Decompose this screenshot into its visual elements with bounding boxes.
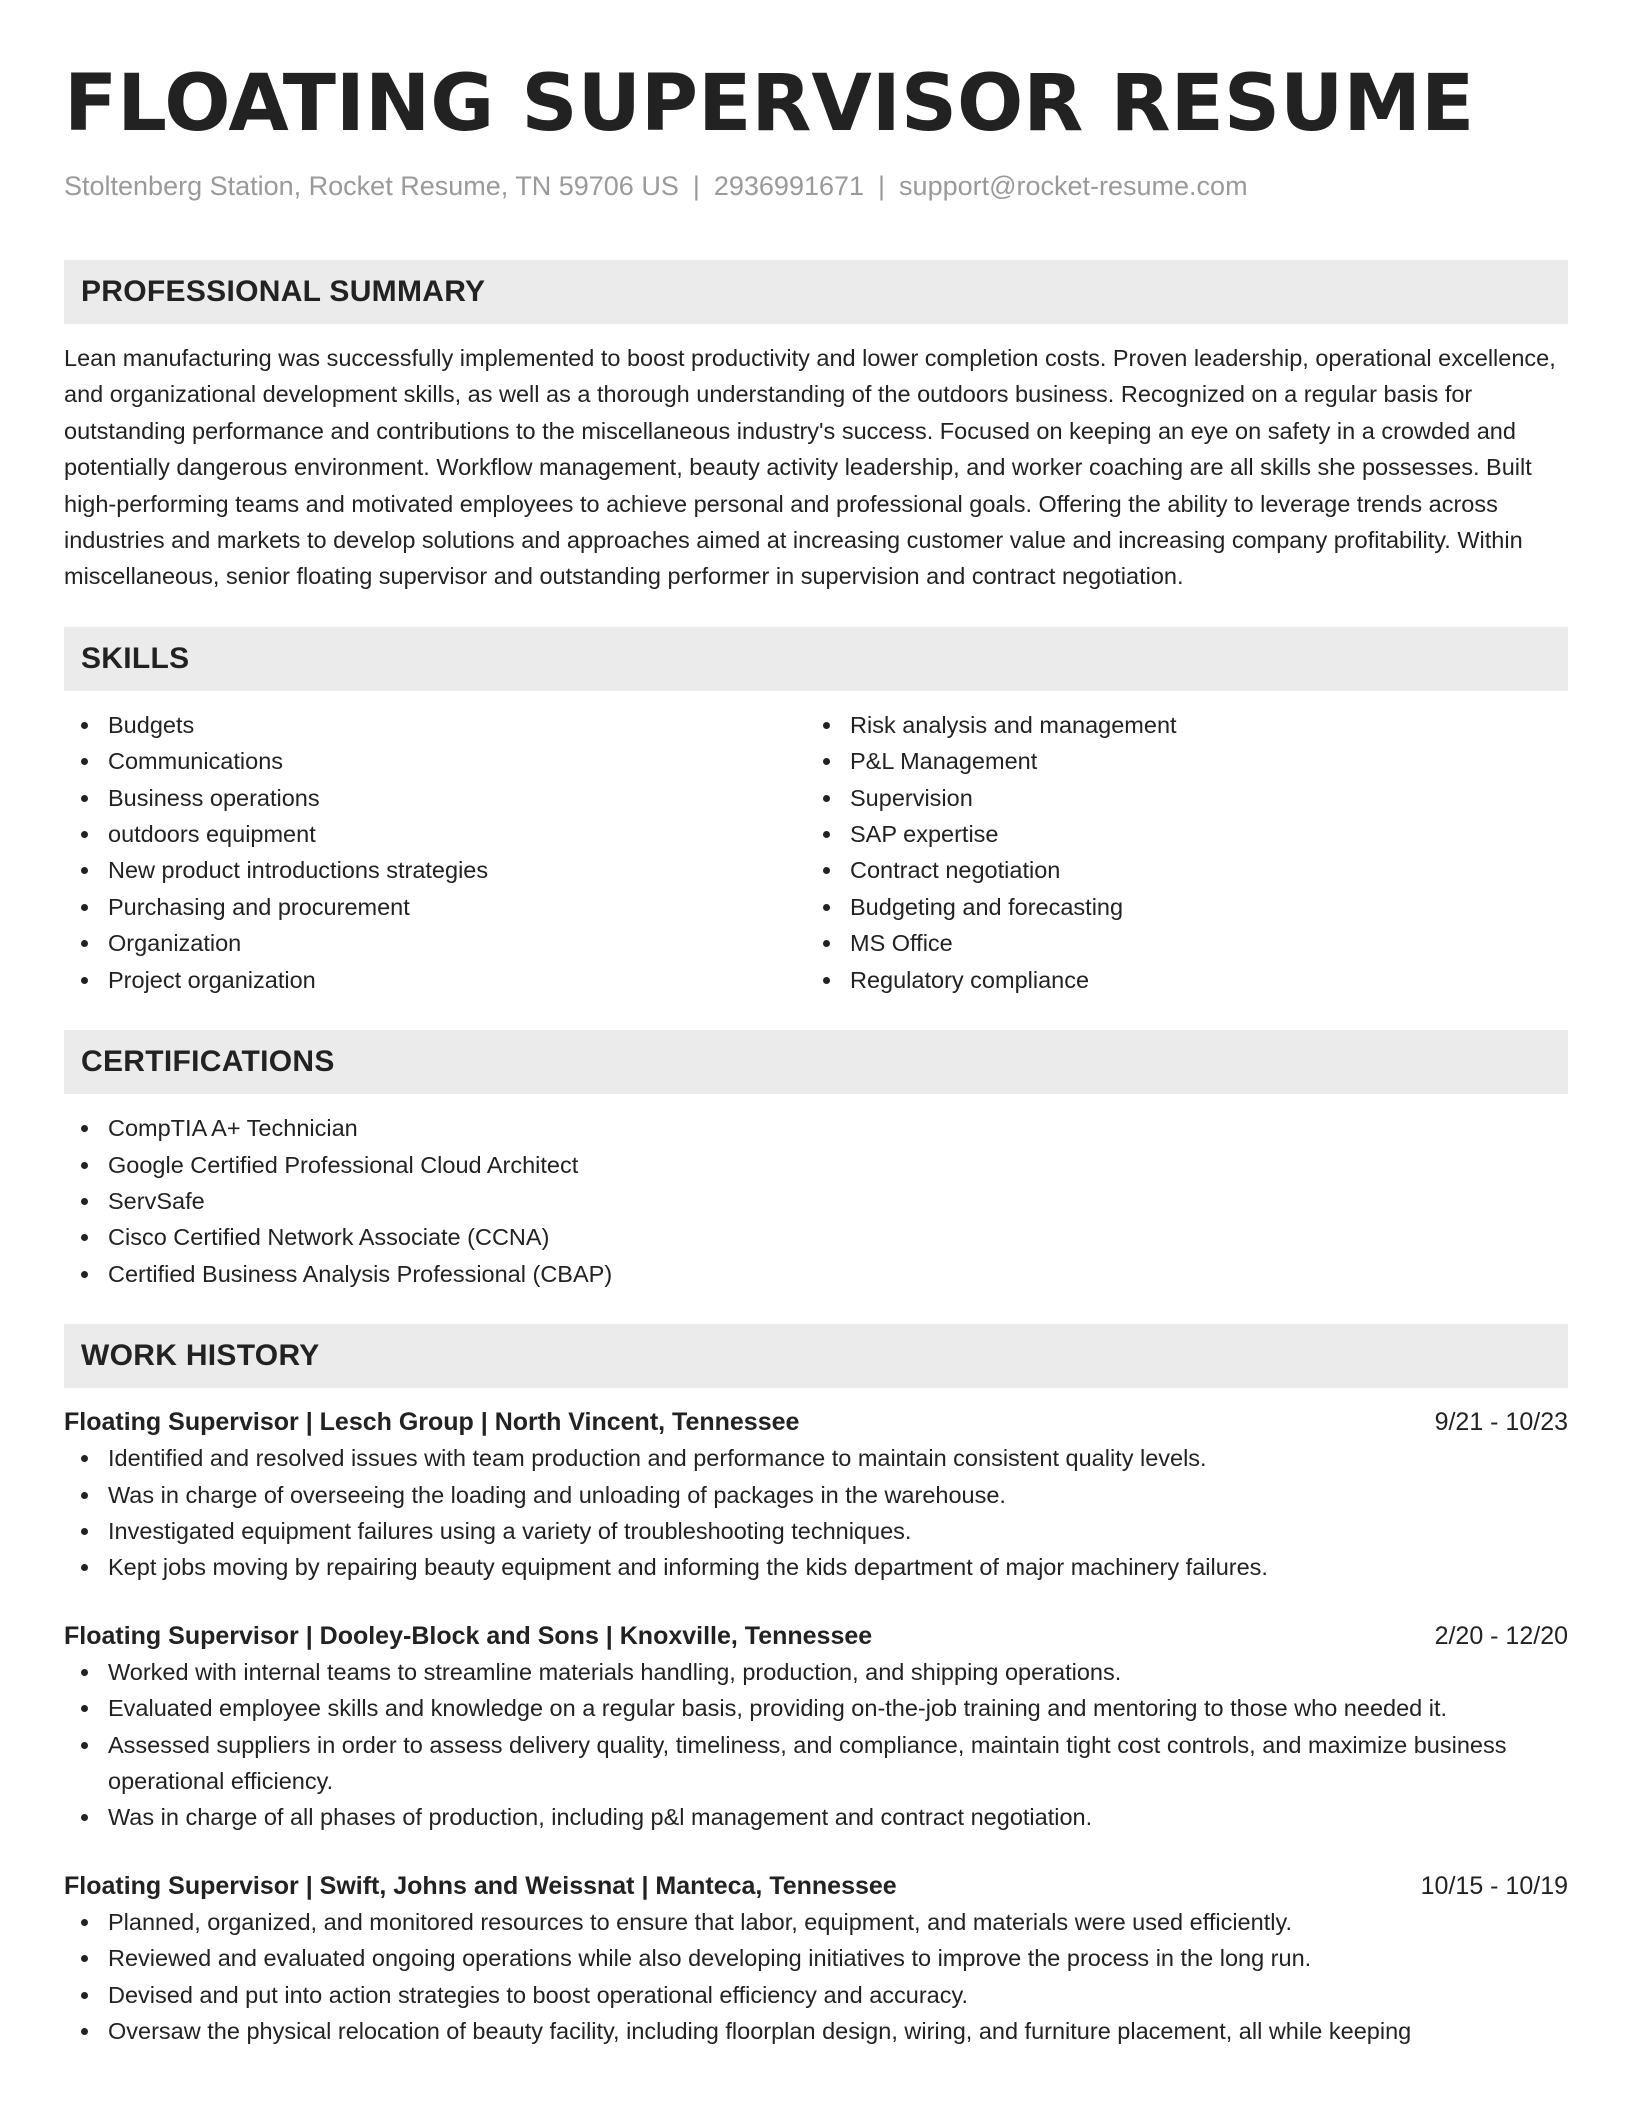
skill-item: New product introductions strategies xyxy=(64,852,806,888)
skill-item: Budgets xyxy=(64,707,806,743)
job-bullets xyxy=(64,1904,1568,2050)
resume-page xyxy=(64,56,1568,2049)
job-bullet: Worked with internal teams to streamline materials handling, production, and shipping operations. xyxy=(64,1654,1568,1690)
skills-list-left xyxy=(64,707,806,998)
skill-item: Business operations xyxy=(64,780,806,816)
skill-item: Regulatory compliance xyxy=(806,962,1548,998)
job-bullet: Investigated equipment failures using a variety of troubleshooting techniques. xyxy=(64,1513,1568,1549)
skill-item: Contract negotiation xyxy=(806,852,1548,888)
contact-phone: 2936991671 xyxy=(713,171,865,201)
job-bullet: Identified and resolved issues with team production and performance to maintain consistent quality levels. xyxy=(64,1440,1568,1476)
job-bullet: Devised and put into action strategies to boost operational efficiency and accuracy. xyxy=(64,1977,1568,2013)
certification-item: Certified Business Analysis Professional (CBAP) xyxy=(64,1256,1568,1292)
job-bullet: Kept jobs moving by repairing beauty equipment and informing the kids department of major machinery failures. xyxy=(64,1549,1568,1585)
job-bullet: Was in charge of all phases of production, including p&l management and contract negotiation. xyxy=(64,1799,1568,1835)
section-header-work-history: WORK HISTORY xyxy=(64,1324,1568,1388)
skill-item: Organization xyxy=(64,925,806,961)
job-bullet: Evaluated employee skills and knowledge on a regular basis, providing on-the-job training and mentoring to those who needed it. xyxy=(64,1690,1568,1726)
job-bullets xyxy=(64,1440,1568,1586)
job-entry xyxy=(64,1618,1568,1836)
job-header xyxy=(64,1404,1568,1440)
skill-item: Risk analysis and management xyxy=(806,707,1548,743)
certifications-list xyxy=(64,1110,1568,1292)
job-bullets xyxy=(64,1654,1568,1836)
job-title: Floating Supervisor | Lesch Group | North Vincent, Tennessee xyxy=(64,1408,800,1437)
job-title: Floating Supervisor | Swift, Johns and Weissnat | Manteca, Tennessee xyxy=(64,1871,897,1900)
job-header xyxy=(64,1868,1568,1904)
job-bullet: Reviewed and evaluated ongoing operations while also developing initiatives to improve the process in the long run. xyxy=(64,1940,1568,1976)
skills-list-right xyxy=(806,707,1548,998)
job-bullet: Assessed suppliers in order to assess delivery quality, timeliness, and compliance, maintain tight cost controls, and maximize business operational efficiency. xyxy=(64,1727,1568,1800)
skill-item: SAP expertise xyxy=(806,816,1548,852)
job-dates: 10/15 - 10/19 xyxy=(1420,1871,1568,1900)
certification-item: Cisco Certified Network Associate (CCNA) xyxy=(64,1219,1568,1255)
job-title: Floating Supervisor | Dooley-Block and Sons | Knoxville, Tennessee xyxy=(64,1621,873,1650)
certification-item: ServSafe xyxy=(64,1183,1568,1219)
skill-item: MS Office xyxy=(806,925,1548,961)
skill-item: Supervision xyxy=(806,780,1548,816)
skill-item: P&L Management xyxy=(806,743,1548,779)
skill-item: Purchasing and procurement xyxy=(64,889,806,925)
job-bullet: Oversaw the physical relocation of beauty facility, including floorplan design, wiring, and furniture placement, all while keeping xyxy=(64,2013,1568,2049)
skill-item: Budgeting and forecasting xyxy=(806,889,1548,925)
job-entry xyxy=(64,1868,1568,2050)
skills-grid xyxy=(64,707,1568,998)
contact-address: Stoltenberg Station, Rocket Resume, TN 59706 US xyxy=(64,171,679,201)
summary-text: Lean manufacturing was successfully implemented to boost productivity and lower completion costs. Proven leadership, operational excellence, and organizational development skills, as well as a thorough understanding of the outdoors business. Recognized on a regular basis for outstanding performance and contributions to the miscellaneous industry's success. Focused on keeping an eye on safety in a crowded and potentially dangerous environment. Workflow management, beauty activity leadership, and worker coaching are all skills she possesses. Built high-performing teams and motivated employees to achieve personal and professional goals. Offering the ability to leverage trends across industries and markets to develop solutions and approaches aimed at increasing customer value and increasing company profitability. Within miscellaneous, senior floating supervisor and outstanding performer in supervision and contract negotiation. xyxy=(64,345,1556,590)
job-bullet: Was in charge of overseeing the loading and unloading of packages in the warehouse. xyxy=(64,1477,1568,1513)
certification-item: CompTIA A+ Technician xyxy=(64,1110,1568,1146)
contact-email: support@rocket-resume.com xyxy=(899,171,1248,201)
job-dates: 2/20 - 12/20 xyxy=(1434,1621,1568,1650)
section-header-skills: SKILLS xyxy=(64,627,1568,691)
job-header xyxy=(64,1618,1568,1654)
section-header-certifications: CERTIFICATIONS xyxy=(64,1030,1568,1094)
contact-separator: | xyxy=(692,171,700,201)
resume-title: FLOATING SUPERVISOR RESUME xyxy=(64,59,1475,149)
skill-item: Communications xyxy=(64,743,806,779)
certification-item: Google Certified Professional Cloud Architect xyxy=(64,1147,1568,1183)
skill-item: Project organization xyxy=(64,962,806,998)
contact-separator: | xyxy=(878,171,886,201)
contact-line xyxy=(64,168,1568,204)
skill-item: outdoors equipment xyxy=(64,816,806,852)
job-dates: 9/21 - 10/23 xyxy=(1434,1408,1568,1437)
job-bullet: Planned, organized, and monitored resources to ensure that labor, equipment, and materials were used efficiently. xyxy=(64,1904,1568,1940)
job-entry xyxy=(64,1404,1568,1586)
section-header-summary: PROFESSIONAL SUMMARY xyxy=(64,260,1568,324)
